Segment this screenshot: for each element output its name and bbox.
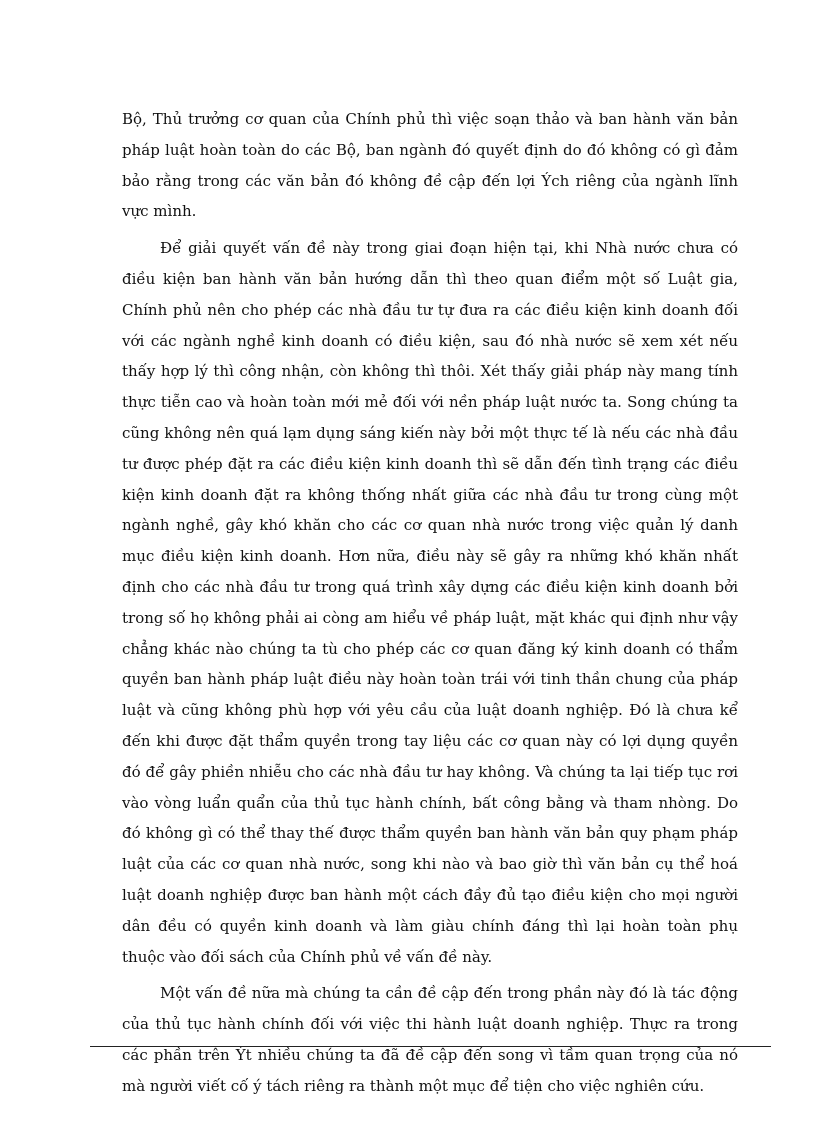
paragraph-3: Một vấn đề nữa mà chúng ta cần đề cập đến trong phần này đó là tác động của thủ tục hành chính đối với việc thi hành luật doanh nghiệp. Thực ra trong các phần trên Ýt nhiều chúng ta đã đề cập đến song vì tầm quan trọng của nó mà người viết cố ý tách riêng ra thành một mục để tiện cho việc nghiên cứu. <box>122 984 738 1095</box>
paragraph-1: Bộ, Thủ trưởng cơ quan của Chính phủ thì việc soạn thảo và ban hành văn bản pháp luật hoàn toàn do các Bộ, ban ngành đó quyết định do đó không có gì đảm bảo rằng trong các văn bản đó không đề cập đến lợi Ých riêng của ngành lĩnh vực mình. <box>122 110 738 221</box>
body-text <box>122 104 738 1108</box>
paragraph-2: Để giải quyết vấn đề này trong giai đoạn hiện tại, khi Nhà nước chưa có điều kiện ban hành văn bản hướng dẫn thì theo quan điểm một số Luật gia, Chính phủ nên cho phép các nhà đầu tư tự đưa ra các điều kiện kinh doanh đối với các ngành nghề kinh doanh có điều kiện, sau đó nhà nước sẽ xem xét nếu thấy hợp lý thì công nhận, còn không thì thôi. Xét thấy giải pháp này mang tính thực tiễn cao và hoàn toàn mới mẻ đối với nền pháp luật nước ta. Song chúng ta cũng không nên quá lạm dụng sáng kiến này bởi một thực tế là nếu các nhà đầu tư được phép đặt ra các điều kiện kinh doanh thì sẽ dẫn đến tình trạng các điều kiện kinh doanh đặt ra không thống nhất giữa các nhà đầu tư trong cùng một ngành nghề, gây khó khăn cho các cơ quan nhà nước trong việc quản lý danh mục điều kiện kinh doanh. Hơn nữa, điều này sẽ gây ra những khó khăn nhất định cho các nhà đầu tư trong quá trình xây dựng các điều kiện kinh doanh bởi trong số họ không phải ai còng am hiểu về pháp luật, mặt khác qui định như vậy chẳng khác nào chúng ta tù cho phép các cơ quan đăng ký kinh doanh có thẩm quyền ban hành pháp luật điều này hoàn toàn trái với tinh thần chung của pháp luật và cũng không phù hợp với yêu cầu của luật doanh nghiệp. Đó là chưa kể đến khi được đặt thẩm quyền trong tay liệu các cơ quan này có lợi dụng quyền đó để gây phiền nhiễu cho các nhà đầu tư hay không. Và chúng ta lại tiếp tục rơi vào vòng luẩn quẩn của thủ tục hành chính, bất công bằng và tham nhòng. Do đó không gì có thể thay thế được thẩm quyền ban hành văn bản quy phạm pháp luật của các cơ quan nhà nước, song khi nào và bao giờ thì văn bản cụ thể hoá luật doanh nghiệp được ban hành một cách đầy đủ tạo điều kiện cho mọi người dân đều có quyền kinh doanh và làm giàu chính đáng thì lại hoàn toàn phụ thuộc vào đối sách của Chính phủ về vấn đề này. <box>122 239 738 966</box>
footer-divider <box>90 1046 771 1047</box>
